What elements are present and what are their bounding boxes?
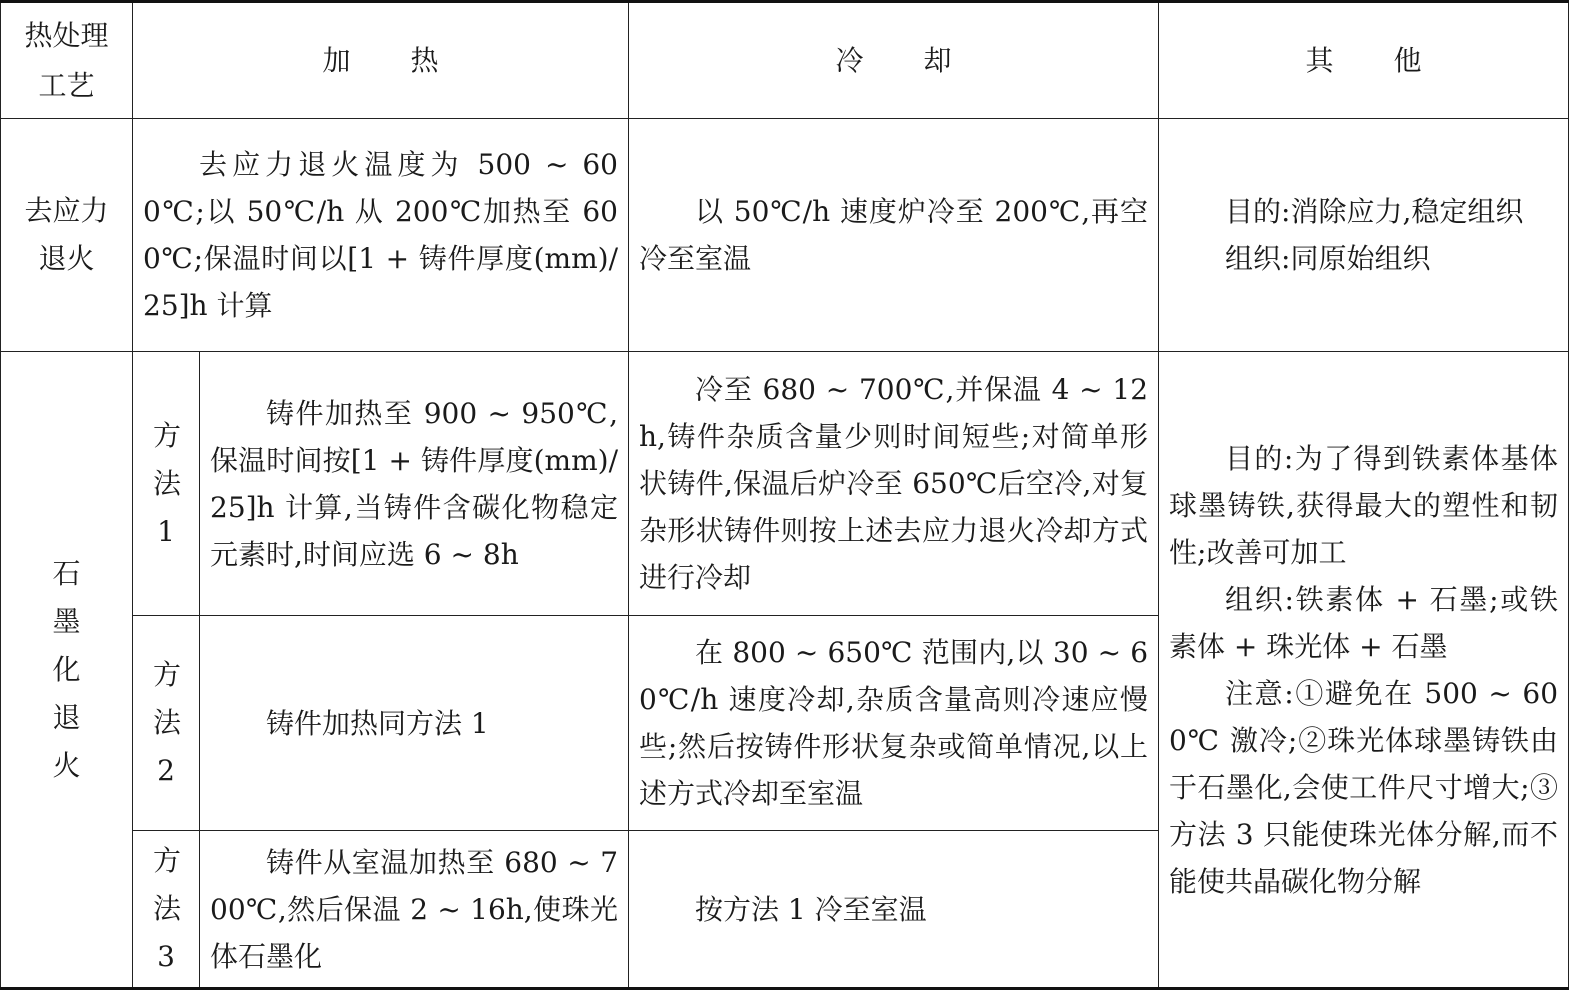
header-cooling: 冷却 — [629, 2, 1159, 119]
header-other: 其他 — [1159, 2, 1569, 119]
cooling-method-1 — [629, 352, 1159, 616]
header-process: 热处理工艺 — [1, 2, 133, 119]
other-graphitizing — [1159, 352, 1569, 989]
process-graphitizing: 石墨化退火 — [1, 352, 133, 989]
cooling-stress-relief-text: 以 50℃/h 速度炉冷至 200℃,再空冷至室温 — [639, 195, 1149, 275]
structure-graphitizing: 组织:铁素体 + 石墨;或铁素体 + 珠光体 + 石墨 — [1169, 582, 1559, 663]
header-row — [1, 2, 1569, 119]
method-1-label: 方法1 — [133, 352, 200, 616]
heating-method-3 — [200, 831, 629, 989]
purpose-stress-relief: 目的:消除应力,稳定组织 — [1225, 195, 1524, 228]
heating-method-2 — [200, 616, 629, 831]
cooling-method-3-text: 按方法 1 冷至室温 — [695, 892, 927, 926]
heating-stress-relief-text: 去应力退火温度为 500 ~ 600℃;以 50℃/h 从 200℃加热至 600℃;保温时间以[1 + 铸件厚度(mm)/25]h 计算 — [143, 148, 619, 322]
note-graphitizing: 注意:①避免在 500 ~ 600℃ 激冷;②珠光体球墨铸铁由于石墨化,会使工件尺寸增大;③方法 3 只能使珠光体分解,而不能使共晶碳化物分解 — [1169, 676, 1559, 898]
cooling-method-2 — [629, 616, 1159, 831]
cooling-stress-relief — [629, 119, 1159, 352]
heating-method-3-text: 铸件从室温加热至 680 ~ 700℃,然后保温 2 ~ 16h,使珠光体石墨化 — [210, 845, 619, 973]
row-stress-relief — [1, 119, 1569, 352]
other-stress-relief — [1159, 119, 1569, 352]
cooling-method-3 — [629, 831, 1159, 989]
purpose-graphitizing: 目的:为了得到铁素体基体球墨铸铁,获得最大的塑性和韧性;改善可加工 — [1169, 441, 1559, 569]
header-heating: 加热 — [133, 2, 629, 119]
heating-method-1-text: 铸件加热至 900 ~ 950℃,保温时间按[1 + 铸件厚度(mm)/25]h 计算,当铸件含碳化物稳定元素时,时间应选 6 ~ 8h — [210, 396, 619, 571]
method-3-label: 方法3 — [133, 831, 200, 989]
method-2-label: 方法2 — [133, 616, 200, 831]
structure-stress-relief: 组织:同原始组织 — [1225, 242, 1431, 275]
heating-method-1 — [200, 352, 629, 616]
cooling-method-2-text: 在 800 ~ 650℃ 范围内,以 30 ~ 60℃/h 速度冷却,杂质含量高则冷速应慢些;然后按铸件形状复杂或简单情况,以上述方式冷却至室温 — [639, 636, 1149, 810]
heating-method-2-text: 铸件加热同方法 1 — [266, 706, 489, 740]
process-stress-relief: 去应力退火 — [1, 119, 133, 352]
heating-stress-relief — [133, 119, 629, 352]
cooling-method-1-text: 冷至 680 ~ 700℃,并保温 4 ~ 12h,铸件杂质含量少则时间短些;对简单形状铸件,保温后炉冷至 650℃后空冷,对复杂形状铸件则按上述去应力退火冷却方式进行冷却 — [639, 373, 1149, 594]
row-graphitizing-method-1 — [1, 352, 1569, 616]
